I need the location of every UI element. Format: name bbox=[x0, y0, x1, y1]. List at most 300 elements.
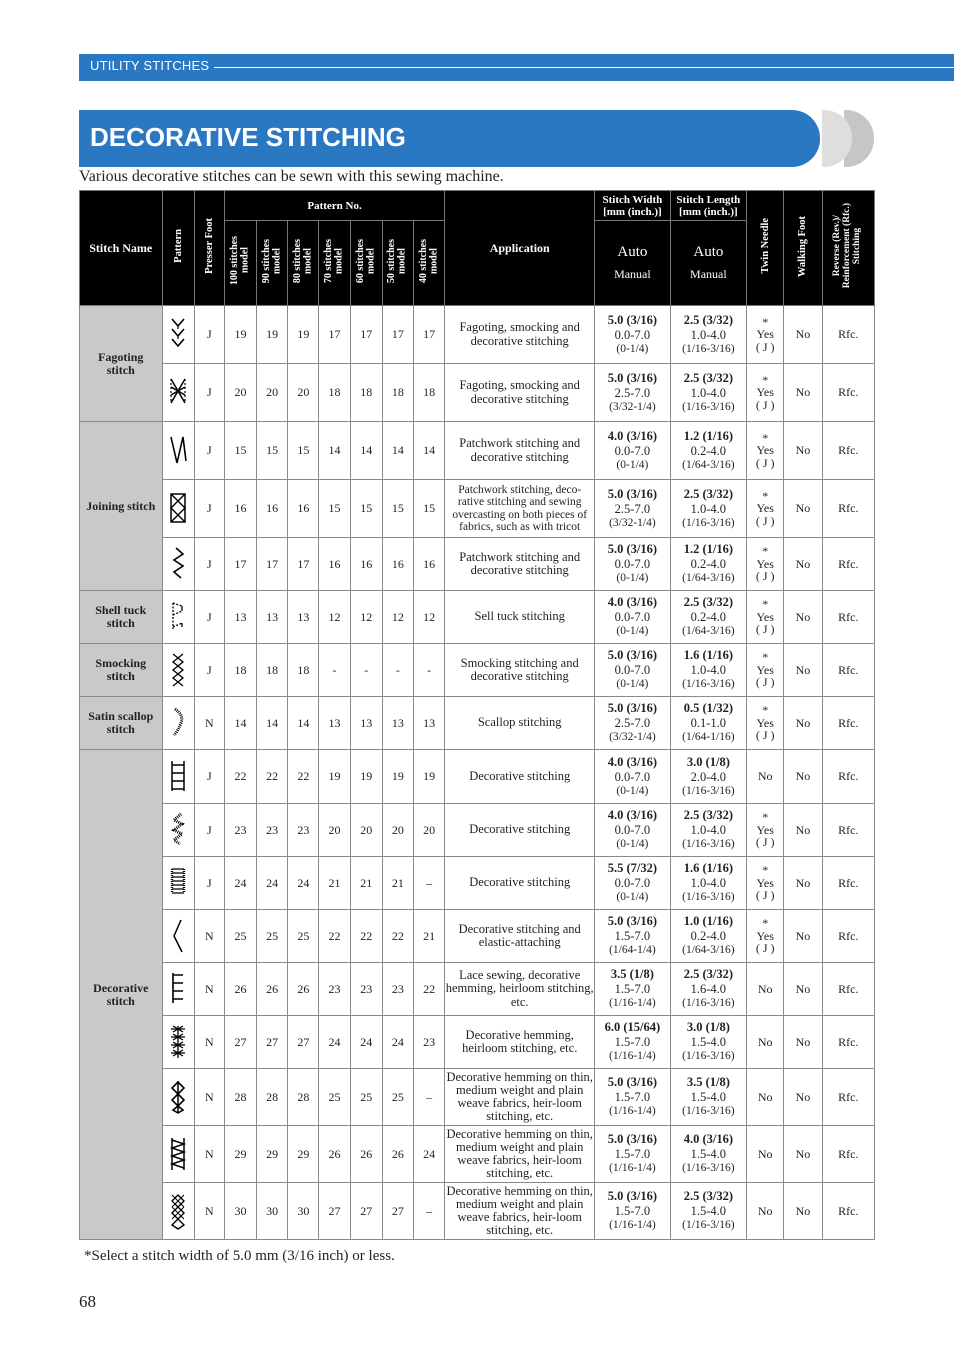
presser-foot: N bbox=[194, 1016, 224, 1069]
reverse-stitching: Rfc. bbox=[822, 306, 874, 364]
twin-needle: * Yes ( J ) bbox=[747, 480, 784, 538]
stitch-width: 5.0 (3/16) 1.5-7.0 (1/64-1/4) bbox=[595, 910, 670, 963]
reverse-stitching: Rfc. bbox=[822, 1016, 874, 1069]
pattern-number: 24 bbox=[224, 857, 256, 910]
pattern-number: 24 bbox=[414, 1126, 445, 1183]
decorative-7-icon bbox=[162, 1069, 194, 1126]
stitch-length: 3.0 (1/8) 2.0-4.0 (1/16-3/16) bbox=[670, 750, 746, 804]
pattern-number: 23 bbox=[257, 804, 288, 857]
application: Decorative stitching bbox=[445, 804, 595, 857]
satin-scallop-icon bbox=[162, 697, 194, 750]
pattern-number: 29 bbox=[288, 1126, 319, 1183]
pattern-number: 16 bbox=[350, 538, 382, 591]
application: Fagoting, smocking and decorative stitching bbox=[445, 306, 595, 364]
reverse-stitching: Rfc. bbox=[822, 480, 874, 538]
decorative-2-icon bbox=[162, 804, 194, 857]
pattern-number: 23 bbox=[288, 804, 319, 857]
pattern-number: 12 bbox=[382, 591, 413, 644]
stitch-length: 2.5 (3/32) 1.0-4.0 (1/16-3/16) bbox=[670, 480, 746, 538]
header-model-40: 40 stitches model bbox=[414, 221, 445, 306]
pattern-number: 15 bbox=[319, 480, 350, 538]
twin-needle: * Yes ( J ) bbox=[747, 306, 784, 364]
reverse-stitching: Rfc. bbox=[822, 422, 874, 480]
reverse-stitching: Rfc. bbox=[822, 644, 874, 697]
pattern-number: 22 bbox=[288, 750, 319, 804]
joining-1-icon bbox=[162, 422, 194, 480]
stitch-length: 2.5 (3/32) 1.0-4.0 (1/16-3/16) bbox=[670, 306, 746, 364]
application: Decorative hemming, heirloom stitching, etc. bbox=[445, 1016, 595, 1069]
pattern-number: 20 bbox=[414, 804, 445, 857]
twin-needle: No bbox=[747, 750, 784, 804]
pattern-number: 26 bbox=[257, 963, 288, 1016]
table-row bbox=[80, 857, 875, 910]
application: Decorative hemming on thin, medium weight and plain weave fabrics, heir-loom stitching, etc. bbox=[445, 1069, 595, 1126]
page-number: 68 bbox=[79, 1292, 96, 1311]
header-stitch-length: Stitch Length [mm (inch.)] bbox=[670, 191, 746, 221]
pattern-number: 22 bbox=[257, 750, 288, 804]
twin-needle: No bbox=[747, 1183, 784, 1240]
pattern-number: 21 bbox=[350, 857, 382, 910]
decorative-9-icon bbox=[162, 1183, 194, 1240]
pattern-number: 30 bbox=[288, 1183, 319, 1240]
presser-foot: J bbox=[194, 750, 224, 804]
reverse-stitching: Rfc. bbox=[822, 750, 874, 804]
table-row bbox=[80, 306, 875, 364]
pattern-number: - bbox=[382, 644, 413, 697]
presser-foot: J bbox=[194, 804, 224, 857]
application: Lace sewing, decorative hemming, heirloom stitching, etc. bbox=[445, 963, 595, 1016]
shell-tuck-icon bbox=[162, 591, 194, 644]
table-row bbox=[80, 364, 875, 422]
table-row bbox=[80, 750, 875, 804]
table-row bbox=[80, 910, 875, 963]
pattern-number: 21 bbox=[414, 910, 445, 963]
pattern-number: 13 bbox=[382, 697, 413, 750]
pattern-number: 25 bbox=[350, 1069, 382, 1126]
header-presser-foot: Presser Foot bbox=[194, 191, 224, 306]
pattern-number: 30 bbox=[257, 1183, 288, 1240]
application: Patchwork stitching, deco-rative stitching and sewing overcasting on both pieces of fabrics, such as with tricot bbox=[445, 480, 595, 538]
header-model-100: 100 stitches model bbox=[224, 221, 256, 306]
stitch-width: 4.0 (3/16) 0.0-7.0 (0-1/4) bbox=[595, 591, 670, 644]
twin-needle: * Yes ( J ) bbox=[747, 804, 784, 857]
pattern-number: 19 bbox=[257, 306, 288, 364]
presser-foot: J bbox=[194, 364, 224, 422]
presser-foot: J bbox=[194, 422, 224, 480]
header-reverse: Reverse (Rev.)/ Reinforcement (Rfc.) Stitching bbox=[822, 191, 874, 306]
decorative-4-icon bbox=[162, 910, 194, 963]
walking-foot: No bbox=[784, 306, 822, 364]
pattern-number: 25 bbox=[257, 910, 288, 963]
fagoting-1-icon bbox=[162, 306, 194, 364]
pattern-number: 17 bbox=[257, 538, 288, 591]
pattern-number: 27 bbox=[288, 1016, 319, 1069]
reverse-stitching: Rfc. bbox=[822, 910, 874, 963]
pattern-number: - bbox=[414, 644, 445, 697]
decorative-3-icon bbox=[162, 857, 194, 910]
pattern-number: 25 bbox=[319, 1069, 350, 1126]
header-stitch-width: Stitch Width [mm (inch.)] bbox=[595, 191, 670, 221]
stitch-width: 6.0 (15/64) 1.5-7.0 (1/16-1/4) bbox=[595, 1016, 670, 1069]
stitch-width: 3.5 (1/8) 1.5-7.0 (1/16-1/4) bbox=[595, 963, 670, 1016]
pattern-number: 27 bbox=[382, 1183, 413, 1240]
pattern-number: 13 bbox=[319, 697, 350, 750]
presser-foot: J bbox=[194, 591, 224, 644]
pattern-number: 22 bbox=[350, 910, 382, 963]
presser-foot: N bbox=[194, 1126, 224, 1183]
pattern-number: 25 bbox=[288, 910, 319, 963]
decorative-6-icon bbox=[162, 1016, 194, 1069]
twin-needle: * Yes ( J ) bbox=[747, 591, 784, 644]
header-model-90: 90 stitches model bbox=[257, 221, 288, 306]
decorative-5-icon bbox=[162, 963, 194, 1016]
section-label: UTILITY STITCHES bbox=[90, 58, 210, 73]
presser-foot: N bbox=[194, 910, 224, 963]
walking-foot: No bbox=[784, 804, 822, 857]
decorative-1-icon bbox=[162, 750, 194, 804]
table-row bbox=[80, 963, 875, 1016]
smocking-icon bbox=[162, 644, 194, 697]
pattern-number: 15 bbox=[257, 422, 288, 480]
walking-foot: No bbox=[784, 1069, 822, 1126]
pattern-number: 17 bbox=[382, 306, 413, 364]
twin-needle: * Yes ( J ) bbox=[747, 697, 784, 750]
presser-foot: J bbox=[194, 306, 224, 364]
pattern-number: 22 bbox=[382, 910, 413, 963]
stitch-length: 2.5 (3/32) 1.6-4.0 (1/16-3/16) bbox=[670, 963, 746, 1016]
header-walking-foot: Walking Foot bbox=[784, 191, 822, 306]
twin-needle: * Yes ( J ) bbox=[747, 857, 784, 910]
pattern-number: 23 bbox=[350, 963, 382, 1016]
table-row bbox=[80, 591, 875, 644]
stitch-width: 5.0 (3/16) 2.5-7.0 (3/32-1/4) bbox=[595, 364, 670, 422]
presser-foot: J bbox=[194, 538, 224, 591]
stitch-name: Fagoting stitch bbox=[80, 306, 163, 422]
twin-needle: No bbox=[747, 1069, 784, 1126]
pattern-number: 14 bbox=[257, 697, 288, 750]
stitch-length: 4.0 (3/16) 1.5-4.0 (1/16-3/16) bbox=[670, 1126, 746, 1183]
pattern-number: 27 bbox=[224, 1016, 256, 1069]
reverse-stitching: Rfc. bbox=[822, 857, 874, 910]
pattern-number: 28 bbox=[224, 1069, 256, 1126]
joining-2-icon bbox=[162, 480, 194, 538]
walking-foot: No bbox=[784, 644, 822, 697]
pattern-number: 15 bbox=[350, 480, 382, 538]
pattern-number: 17 bbox=[319, 306, 350, 364]
stitch-width: 5.0 (3/16) 0.0-7.0 (0-1/4) bbox=[595, 538, 670, 591]
application: Decorative stitching bbox=[445, 750, 595, 804]
stitch-width: 5.5 (7/32) 0.0-7.0 (0-1/4) bbox=[595, 857, 670, 910]
header-twin-needle: Twin Needle bbox=[747, 191, 784, 306]
pattern-number: 13 bbox=[350, 697, 382, 750]
reverse-stitching: Rfc. bbox=[822, 1183, 874, 1240]
pattern-number: 16 bbox=[288, 480, 319, 538]
stitch-length: 0.5 (1/32) 0.1-1.0 (1/64-1/16) bbox=[670, 697, 746, 750]
header-pattern-no: Pattern No. bbox=[224, 191, 444, 221]
pattern-number: 13 bbox=[288, 591, 319, 644]
walking-foot: No bbox=[784, 480, 822, 538]
presser-foot: J bbox=[194, 480, 224, 538]
header-model-50: 50 stitches model bbox=[382, 221, 413, 306]
stitch-width: 5.0 (3/16) 1.5-7.0 (1/16-1/4) bbox=[595, 1126, 670, 1183]
stitch-length: 1.0 (1/16) 0.2-4.0 (1/64-3/16) bbox=[670, 910, 746, 963]
pattern-number: 17 bbox=[288, 538, 319, 591]
pattern-number: 22 bbox=[414, 963, 445, 1016]
decorative-8-icon bbox=[162, 1126, 194, 1183]
header-model-60: 60 stitches model bbox=[350, 221, 382, 306]
pattern-number: – bbox=[414, 1183, 445, 1240]
pattern-number: 17 bbox=[414, 306, 445, 364]
header-model-70: 70 stitches model bbox=[319, 221, 350, 306]
pattern-number: 14 bbox=[350, 422, 382, 480]
pattern-number: 30 bbox=[224, 1183, 256, 1240]
pattern-number: 27 bbox=[319, 1183, 350, 1240]
walking-foot: No bbox=[784, 538, 822, 591]
walking-foot: No bbox=[784, 857, 822, 910]
stitch-name: Satin scallop stitch bbox=[80, 697, 163, 750]
pattern-number: 20 bbox=[382, 804, 413, 857]
application: Patchwork stitching and decorative stitching bbox=[445, 538, 595, 591]
stitch-length: 2.5 (3/32) 1.0-4.0 (1/16-3/16) bbox=[670, 364, 746, 422]
pattern-number: 18 bbox=[288, 644, 319, 697]
pattern-number: 16 bbox=[257, 480, 288, 538]
pattern-number: 22 bbox=[224, 750, 256, 804]
table-row bbox=[80, 480, 875, 538]
pattern-number: – bbox=[414, 1069, 445, 1126]
pattern-number: 23 bbox=[224, 804, 256, 857]
twin-needle: No bbox=[747, 1016, 784, 1069]
pattern-number: 12 bbox=[319, 591, 350, 644]
pattern-number: 18 bbox=[382, 364, 413, 422]
pattern-number: 24 bbox=[257, 857, 288, 910]
reverse-stitching: Rfc. bbox=[822, 697, 874, 750]
pattern-number: 18 bbox=[414, 364, 445, 422]
pattern-number: 16 bbox=[382, 538, 413, 591]
presser-foot: N bbox=[194, 1069, 224, 1126]
pattern-number: 13 bbox=[257, 591, 288, 644]
application: Smocking stitching and decorative stitching bbox=[445, 644, 595, 697]
reverse-stitching: Rfc. bbox=[822, 591, 874, 644]
stitch-length: 2.5 (3/32) 1.5-4.0 (1/16-3/16) bbox=[670, 1183, 746, 1240]
stitch-width: 4.0 (3/16) 0.0-7.0 (0-1/4) bbox=[595, 804, 670, 857]
pattern-number: 27 bbox=[257, 1016, 288, 1069]
stitch-length: 3.0 (1/8) 1.5-4.0 (1/16-3/16) bbox=[670, 1016, 746, 1069]
application: Decorative stitching bbox=[445, 857, 595, 910]
pattern-number: 15 bbox=[414, 480, 445, 538]
stitch-width: 5.0 (3/16) 2.5-7.0 (3/32-1/4) bbox=[595, 480, 670, 538]
pattern-number: 20 bbox=[319, 804, 350, 857]
application: Decorative hemming on thin, medium weight and plain weave fabrics, heir-loom stitching, etc. bbox=[445, 1126, 595, 1183]
table-row bbox=[80, 422, 875, 480]
pattern-number: 18 bbox=[319, 364, 350, 422]
page-title: DECORATIVE STITCHING bbox=[90, 122, 406, 152]
walking-foot: No bbox=[784, 1183, 822, 1240]
pattern-number: 14 bbox=[414, 422, 445, 480]
reverse-stitching: Rfc. bbox=[822, 1069, 874, 1126]
stitch-width: 4.0 (3/16) 0.0-7.0 (0-1/4) bbox=[595, 750, 670, 804]
stitch-width: 5.0 (3/16) 2.5-7.0 (3/32-1/4) bbox=[595, 697, 670, 750]
pattern-number: 26 bbox=[288, 963, 319, 1016]
pattern-number: 29 bbox=[257, 1126, 288, 1183]
pattern-number: 24 bbox=[319, 1016, 350, 1069]
section-rule bbox=[214, 67, 954, 68]
stitch-length: 1.6 (1/16) 1.0-4.0 (1/16-3/16) bbox=[670, 644, 746, 697]
pattern-number: 12 bbox=[414, 591, 445, 644]
stitch-length: 1.2 (1/16) 0.2-4.0 (1/64-3/16) bbox=[670, 422, 746, 480]
pattern-number: 21 bbox=[319, 857, 350, 910]
stitch-width: 5.0 (3/16) 1.5-7.0 (1/16-1/4) bbox=[595, 1069, 670, 1126]
pattern-number: - bbox=[350, 644, 382, 697]
twin-needle: No bbox=[747, 963, 784, 1016]
walking-foot: No bbox=[784, 910, 822, 963]
reverse-stitching: Rfc. bbox=[822, 963, 874, 1016]
application: Sell tuck stitching bbox=[445, 591, 595, 644]
stitch-width: 4.0 (3/16) 0.0-7.0 (0-1/4) bbox=[595, 422, 670, 480]
table-row bbox=[80, 697, 875, 750]
stitch-name: Smocking stitch bbox=[80, 644, 163, 697]
reverse-stitching: Rfc. bbox=[822, 538, 874, 591]
walking-foot: No bbox=[784, 697, 822, 750]
pattern-number: 18 bbox=[350, 364, 382, 422]
pattern-number: 19 bbox=[319, 750, 350, 804]
stitch-length: 2.5 (3/32) 1.0-4.0 (1/16-3/16) bbox=[670, 804, 746, 857]
reverse-stitching: Rfc. bbox=[822, 1126, 874, 1183]
pattern-number: 21 bbox=[382, 857, 413, 910]
presser-foot: N bbox=[194, 963, 224, 1016]
header-model-80: 80 stitches model bbox=[288, 221, 319, 306]
stitch-name: Decorative stitch bbox=[80, 750, 163, 1240]
pattern-number: 29 bbox=[224, 1126, 256, 1183]
walking-foot: No bbox=[784, 750, 822, 804]
pattern-number: 25 bbox=[382, 1069, 413, 1126]
pattern-number: 23 bbox=[414, 1016, 445, 1069]
pattern-number: 27 bbox=[350, 1183, 382, 1240]
stitch-length: 3.5 (1/8) 1.5-4.0 (1/16-3/16) bbox=[670, 1069, 746, 1126]
presser-foot: J bbox=[194, 644, 224, 697]
pattern-number: 19 bbox=[350, 750, 382, 804]
header-length-auto-manual: Auto Manual bbox=[670, 221, 746, 306]
pattern-number: 19 bbox=[414, 750, 445, 804]
pattern-number: 14 bbox=[382, 422, 413, 480]
table-row bbox=[80, 1183, 875, 1240]
pattern-number: 20 bbox=[224, 364, 256, 422]
header-width-auto-manual: Auto Manual bbox=[595, 221, 670, 306]
header-stitch-name: Stitch Name bbox=[80, 191, 163, 306]
pattern-number: 18 bbox=[257, 644, 288, 697]
presser-foot: N bbox=[194, 1183, 224, 1240]
reverse-stitching: Rfc. bbox=[822, 804, 874, 857]
pattern-number: 14 bbox=[319, 422, 350, 480]
pattern-number: 17 bbox=[224, 538, 256, 591]
pattern-number: 16 bbox=[224, 480, 256, 538]
pattern-number: 20 bbox=[257, 364, 288, 422]
application: Fagoting, smocking and decorative stitching bbox=[445, 364, 595, 422]
walking-foot: No bbox=[784, 963, 822, 1016]
pattern-number: 13 bbox=[224, 591, 256, 644]
presser-foot: J bbox=[194, 857, 224, 910]
pattern-number: 15 bbox=[224, 422, 256, 480]
stitch-length: 1.2 (1/16) 0.2-4.0 (1/64-3/16) bbox=[670, 538, 746, 591]
twin-needle: * Yes ( J ) bbox=[747, 910, 784, 963]
pattern-number: 17 bbox=[350, 306, 382, 364]
twin-needle: * Yes ( J ) bbox=[747, 422, 784, 480]
walking-foot: No bbox=[784, 1126, 822, 1183]
pattern-number: 12 bbox=[350, 591, 382, 644]
stitch-name: Shell tuck stitch bbox=[80, 591, 163, 644]
table-row bbox=[80, 644, 875, 697]
pattern-number: 18 bbox=[224, 644, 256, 697]
twin-needle: * Yes ( J ) bbox=[747, 644, 784, 697]
pattern-number: 16 bbox=[414, 538, 445, 591]
stitch-length: 1.6 (1/16) 1.0-4.0 (1/16-3/16) bbox=[670, 857, 746, 910]
stitch-table bbox=[79, 190, 875, 1240]
twin-needle: * Yes ( J ) bbox=[747, 364, 784, 422]
presser-foot: N bbox=[194, 697, 224, 750]
footnote: *Select a stitch width of 5.0 mm (3/16 inch) or less. bbox=[84, 1248, 395, 1264]
stitch-name: Joining stitch bbox=[80, 422, 163, 591]
pattern-number: 15 bbox=[382, 480, 413, 538]
application: Decorative stitching and elastic-attaching bbox=[445, 910, 595, 963]
pattern-number: 23 bbox=[319, 963, 350, 1016]
pattern-number: 19 bbox=[224, 306, 256, 364]
header-pattern: Pattern bbox=[162, 191, 194, 306]
pattern-number: 20 bbox=[288, 364, 319, 422]
pattern-number: 24 bbox=[382, 1016, 413, 1069]
pattern-number: 26 bbox=[382, 1126, 413, 1183]
pattern-number: 26 bbox=[319, 1126, 350, 1183]
pattern-number: 13 bbox=[414, 697, 445, 750]
pattern-number: 14 bbox=[224, 697, 256, 750]
pattern-number: 15 bbox=[288, 422, 319, 480]
walking-foot: No bbox=[784, 591, 822, 644]
pattern-number: - bbox=[319, 644, 350, 697]
pattern-number: 28 bbox=[288, 1069, 319, 1126]
walking-foot: No bbox=[784, 364, 822, 422]
pattern-number: 23 bbox=[382, 963, 413, 1016]
stitch-width: 5.0 (3/16) 1.5-7.0 (1/16-1/4) bbox=[595, 1183, 670, 1240]
pattern-number: 25 bbox=[224, 910, 256, 963]
joining-3-icon bbox=[162, 538, 194, 591]
table-row bbox=[80, 538, 875, 591]
intro-text: Various decorative stitches can be sewn with this sewing machine. bbox=[79, 168, 504, 185]
walking-foot: No bbox=[784, 422, 822, 480]
table-row bbox=[80, 1126, 875, 1183]
pattern-number: 24 bbox=[288, 857, 319, 910]
application: Patchwork stitching and decorative stitching bbox=[445, 422, 595, 480]
application: Scallop stitching bbox=[445, 697, 595, 750]
stitch-width: 5.0 (3/16) 0.0-7.0 (0-1/4) bbox=[595, 644, 670, 697]
pattern-number: 16 bbox=[319, 538, 350, 591]
pattern-number: 28 bbox=[257, 1069, 288, 1126]
pattern-number: 26 bbox=[224, 963, 256, 1016]
pattern-number: 19 bbox=[288, 306, 319, 364]
pattern-number: 19 bbox=[382, 750, 413, 804]
twin-needle: * Yes ( J ) bbox=[747, 538, 784, 591]
pattern-number: – bbox=[414, 857, 445, 910]
table-row bbox=[80, 1069, 875, 1126]
stitch-width: 5.0 (3/16) 0.0-7.0 (0-1/4) bbox=[595, 306, 670, 364]
pattern-number: 22 bbox=[319, 910, 350, 963]
application: Decorative hemming on thin, medium weight and plain weave fabrics, heir-loom stitching, etc. bbox=[445, 1183, 595, 1240]
table-row bbox=[80, 1016, 875, 1069]
pattern-number: 14 bbox=[288, 697, 319, 750]
header-application: Application bbox=[445, 191, 595, 306]
stitch-length: 2.5 (3/32) 0.2-4.0 (1/64-3/16) bbox=[670, 591, 746, 644]
pattern-number: 26 bbox=[350, 1126, 382, 1183]
reverse-stitching: Rfc. bbox=[822, 364, 874, 422]
pattern-number: 20 bbox=[350, 804, 382, 857]
fagoting-2-icon bbox=[162, 364, 194, 422]
